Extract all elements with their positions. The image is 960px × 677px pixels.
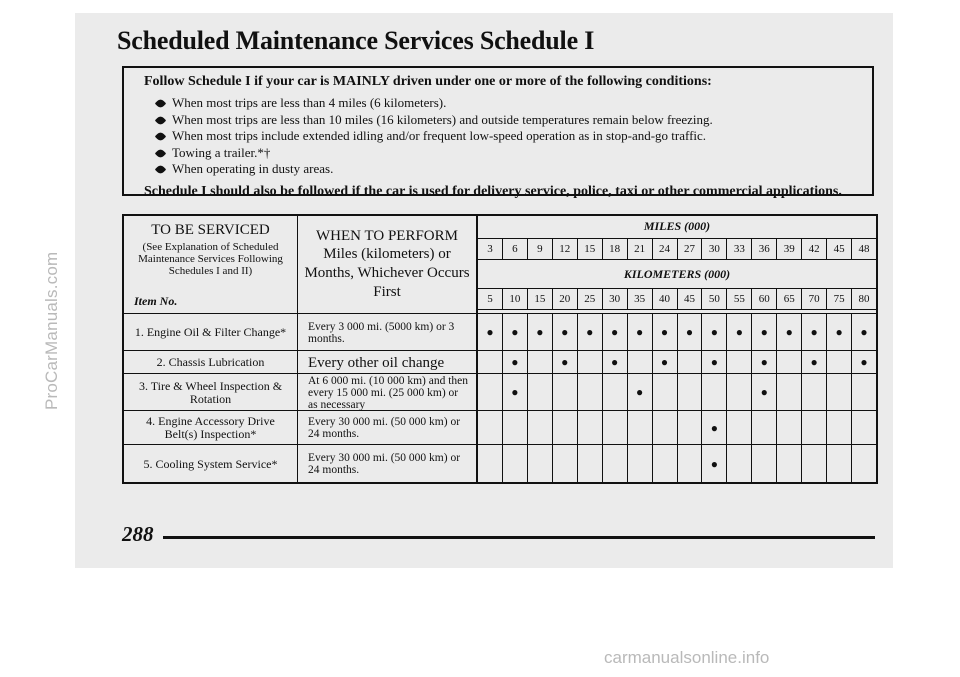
- condition-item: [156, 128, 872, 145]
- empty-cell: [776, 445, 801, 483]
- empty-cell: [602, 374, 627, 411]
- condition-text: When operating in dusty areas.: [172, 161, 334, 176]
- miles-row: [478, 238, 876, 260]
- empty-cell: [801, 411, 826, 445]
- km-cell: 70: [801, 288, 826, 310]
- service-interval: Every 30 000 mi. (50 000 km) or 24 months.: [298, 445, 478, 483]
- service-dot-icon: ●: [502, 351, 527, 374]
- empty-cell: [602, 445, 627, 483]
- empty-cell: [851, 374, 876, 411]
- service-dot-icon: ●: [502, 374, 527, 411]
- service-dot-icon: ●: [552, 314, 577, 351]
- table-row: [124, 373, 876, 411]
- empty-cell: [851, 445, 876, 483]
- empty-cell: [502, 445, 527, 483]
- kilometers-row: [478, 288, 876, 310]
- table-row: [124, 410, 876, 445]
- to-be-serviced-title: TO BE SERVICED: [151, 222, 270, 238]
- empty-cell: [677, 374, 702, 411]
- service-dot-icon: ●: [851, 351, 876, 374]
- km-cell: 75: [826, 288, 851, 310]
- interval-cells: [478, 374, 876, 411]
- empty-cell: [677, 411, 702, 445]
- empty-cell: [776, 411, 801, 445]
- condition-text: When most trips include extended idling and/or frequent low-speed operation as in stop-and-go traffic.: [172, 128, 707, 143]
- service-dot-icon: ●: [627, 374, 652, 411]
- service-dot-icon: ●: [726, 314, 751, 351]
- when-to-perform-title: WHEN TO PERFORM: [316, 228, 458, 244]
- km-cell: 80: [851, 288, 876, 310]
- service-dot-icon: ●: [677, 314, 702, 351]
- service-interval: Every 30 000 mi. (50 000 km) or 24 months.: [298, 411, 478, 445]
- condition-item: [156, 95, 872, 112]
- condition-item: [156, 161, 872, 178]
- empty-cell: [726, 445, 751, 483]
- service-dot-icon: ●: [751, 374, 776, 411]
- to-be-serviced-note: (See Explanation of Scheduled Maintenance Services Following Schedules I and II): [138, 241, 283, 277]
- empty-cell: [478, 351, 502, 374]
- km-cell: 40: [652, 288, 677, 310]
- empty-cell: [527, 411, 552, 445]
- miles-cell: 15: [577, 238, 602, 260]
- service-dot-icon: ●: [527, 314, 552, 351]
- empty-cell: [801, 445, 826, 483]
- km-cell: 65: [776, 288, 801, 310]
- conditions-footer: Schedule I should also be followed if the car is used for delivery service, police, taxi or other commercial applications.: [144, 183, 842, 199]
- empty-cell: [826, 411, 851, 445]
- service-dot-icon: ●: [801, 351, 826, 374]
- service-interval: Every other oil change: [298, 351, 478, 374]
- empty-cell: [826, 351, 851, 374]
- empty-cell: [478, 445, 502, 483]
- empty-cell: [826, 445, 851, 483]
- service-name: 1. Engine Oil & Filter Change*: [124, 314, 298, 351]
- service-dot-icon: ●: [652, 351, 677, 374]
- km-cell: 45: [677, 288, 702, 310]
- service-dot-icon: ●: [602, 351, 627, 374]
- bottom-watermark: carmanualsonline.info: [604, 648, 770, 667]
- condition-text: Towing a trailer.*†: [172, 144, 271, 160]
- maintenance-schedule-table: [122, 214, 878, 484]
- interval-cells: [478, 351, 876, 374]
- table-row: [124, 444, 876, 483]
- miles-cell: 39: [776, 238, 801, 260]
- km-cell: 25: [577, 288, 602, 310]
- empty-cell: [776, 351, 801, 374]
- service-dot-icon: ●: [486, 325, 494, 339]
- empty-cell: [826, 374, 851, 411]
- service-dot-icon: ●: [826, 314, 851, 351]
- service-dot-icon: ●: [577, 314, 602, 351]
- to-be-serviced-header: [124, 216, 298, 313]
- page-number: 288: [122, 522, 154, 546]
- empty-cell: [627, 351, 652, 374]
- empty-cell: [652, 374, 677, 411]
- km-cell: 10: [502, 288, 527, 310]
- condition-text: When most trips are less than 4 miles (6 kilometers).: [172, 95, 447, 110]
- empty-cell: [502, 411, 527, 445]
- miles-cell: 45: [826, 238, 851, 260]
- empty-cell: [577, 351, 602, 374]
- km-cell: 5: [478, 288, 502, 310]
- km-cell: 55: [726, 288, 751, 310]
- side-watermark: ProCarManuals.com: [42, 251, 61, 410]
- empty-cell: [677, 351, 702, 374]
- empty-cell: [851, 411, 876, 445]
- miles-cell: 42: [801, 238, 826, 260]
- empty-cell: [677, 445, 702, 483]
- empty-cell: [478, 411, 502, 445]
- miles-cell: 36: [751, 238, 776, 260]
- service-dot-icon: ●: [701, 445, 726, 483]
- bullet-icon: [155, 147, 166, 158]
- miles-cell: 12: [552, 238, 577, 260]
- empty-cell: [701, 374, 726, 411]
- interval-cells: [478, 314, 876, 351]
- service-dot-icon: ●: [751, 351, 776, 374]
- empty-cell: [751, 445, 776, 483]
- empty-cell: [577, 411, 602, 445]
- empty-cell: [652, 411, 677, 445]
- conditions-box: [122, 66, 874, 199]
- empty-cell: [726, 374, 751, 411]
- empty-cell: [627, 445, 652, 483]
- when-to-perform-header: [298, 216, 478, 313]
- service-dot-icon: ●: [701, 351, 726, 374]
- km-cell: 20: [552, 288, 577, 310]
- empty-cell: [726, 411, 751, 445]
- empty-cell: [552, 411, 577, 445]
- interval-cells: [478, 411, 876, 445]
- empty-cell: [527, 374, 552, 411]
- service-dot-icon: ●: [701, 411, 726, 445]
- empty-cell: [478, 374, 502, 411]
- service-dot-icon: ●: [602, 314, 627, 351]
- condition-item: [156, 145, 872, 162]
- miles-cell: 18: [602, 238, 627, 260]
- empty-cell: [726, 351, 751, 374]
- service-dot-icon: ●: [502, 314, 527, 351]
- empty-cell: [552, 374, 577, 411]
- kilometers-label: KILOMETERS (000): [623, 267, 731, 281]
- km-cell: 60: [751, 288, 776, 310]
- empty-cell: [527, 445, 552, 483]
- service-name: 5. Cooling System Service*: [124, 445, 298, 483]
- miles-cell: 9: [527, 238, 552, 260]
- service-interval: Every 3 000 mi. (5000 km) or 3 months.: [298, 314, 478, 351]
- service-dot-icon: ●: [776, 314, 801, 351]
- empty-cell: [776, 374, 801, 411]
- service-dot-icon: ●: [552, 351, 577, 374]
- service-dot-icon: ●: [627, 314, 652, 351]
- service-name: 2. Chassis Lubrication: [124, 351, 298, 374]
- bullet-icon: [155, 98, 166, 109]
- empty-cell: [801, 374, 826, 411]
- miles-cell: 33: [726, 238, 751, 260]
- bullet-icon: [155, 131, 166, 142]
- footer-rule: [163, 536, 875, 539]
- km-cell: 15: [527, 288, 552, 310]
- empty-cell: [577, 445, 602, 483]
- bullet-icon: [155, 164, 166, 175]
- service-name: 4. Engine Accessory Drive Belt(s) Inspection*: [124, 411, 298, 445]
- miles-cell: 21: [627, 238, 652, 260]
- empty-cell: [577, 374, 602, 411]
- conditions-heading: Follow Schedule I if your car is MAINLY driven under one or more of the following conditions:: [144, 74, 712, 89]
- empty-cell: [552, 445, 577, 483]
- empty-cell: [652, 445, 677, 483]
- miles-cell: 24: [652, 238, 677, 260]
- service-dot-icon: ●: [801, 314, 826, 351]
- item-no-label: Item No.: [134, 294, 178, 308]
- when-to-perform-subtitle: Miles (kilometers) or Months, Whichever Occurs First: [304, 246, 470, 300]
- condition-text: When most trips are less than 10 miles (16 kilometers) and outside temperatures remain below freezing.: [172, 111, 713, 127]
- miles-cell: 3: [478, 238, 502, 260]
- miles-cell: 30: [701, 238, 726, 260]
- miles-cell: 27: [677, 238, 702, 260]
- bullet-icon: [155, 114, 166, 125]
- empty-cell: [527, 351, 552, 374]
- condition-item: [156, 112, 872, 129]
- empty-cell: [751, 411, 776, 445]
- interval-cells: [478, 445, 876, 483]
- service-interval: At 6 000 mi. (10 000 km) and then every 15 000 mi. (25 000 km) or as necessary: [298, 374, 478, 411]
- conditions-list: [144, 95, 872, 178]
- empty-cell: [602, 411, 627, 445]
- service-dot-icon: ●: [701, 314, 726, 351]
- empty-cell: [627, 411, 652, 445]
- service-dot-icon: ●: [751, 314, 776, 351]
- service-name: 3. Tire & Wheel Inspection & Rotation: [124, 374, 298, 411]
- table-row: [124, 350, 876, 374]
- miles-label: MILES (000): [643, 219, 711, 233]
- page-title: Scheduled Maintenance Services Schedule I: [117, 26, 595, 55]
- service-dot-icon: ●: [851, 314, 876, 351]
- miles-cell: 48: [851, 238, 876, 260]
- km-cell: 50: [701, 288, 726, 310]
- km-cell: 35: [627, 288, 652, 310]
- km-cell: 30: [602, 288, 627, 310]
- service-dot-icon: ●: [652, 314, 677, 351]
- table-row: [124, 313, 876, 351]
- miles-cell: 6: [502, 238, 527, 260]
